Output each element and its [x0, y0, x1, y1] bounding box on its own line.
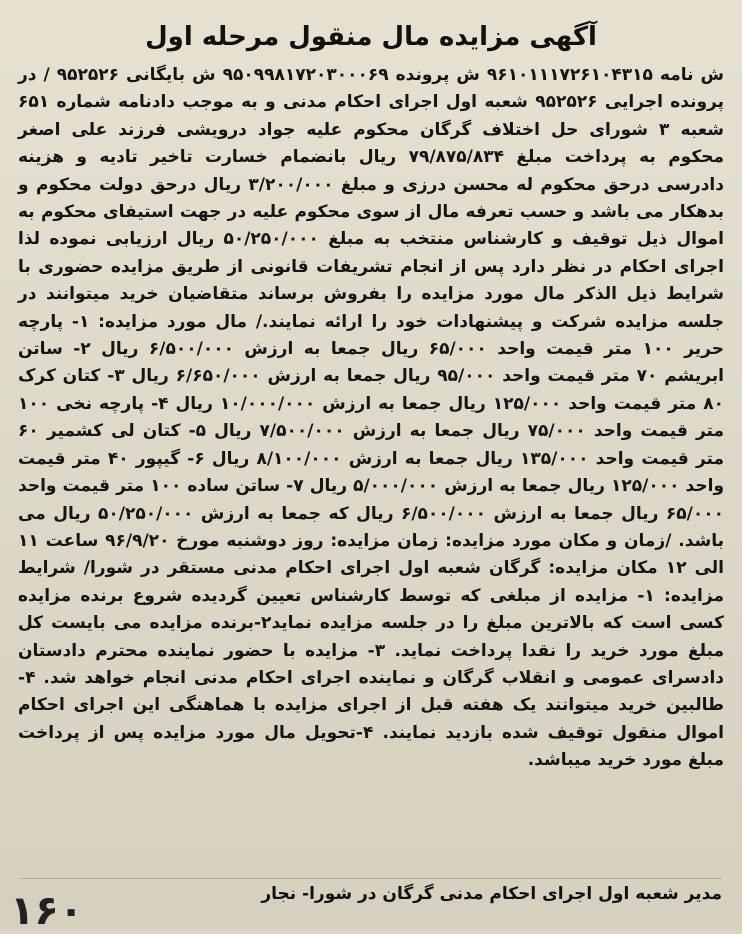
divider [20, 878, 722, 879]
notice-title: آگهی مزایده مال منقول مرحله اول [145, 22, 597, 52]
notice-body: ش نامه ۹۶۱۰۱۱۱۷۲۶۱۰۴۳۱۵ ش پرونده ۹۵۰۹۹۸۱۷۲۰۳۰۰۰۶۹ ش بایگانی ۹۵۲۵۲۶ / در پرونده اجرایی ۹۵۲۵۲۶ شعبه اول اجرای احکام مدنی و به موجب دادنامه شماره ۶۵۱ شعبه ۳ شورای حل اختلاف گرگان محکوم علیه جواد درویشی فرزند علی اصغر محکوم به پرداخت مبلغ ۷۹/۸۷۵/۸۳۴ ریال بانضمام خسارت تاخیر تادیه و هزینه دادرسی درحق محکوم له محسن درزی و مبلغ ۳/۲۰۰/۰۰۰ ریال درحق دولت محکوم و بدهکار می باشد و حسب تعرفه مال از سوی محکوم علیه در جهت استیفای محکوم به اموال ذیل توقیف و کارشناس منتخب به مبلغ ۵۰/۲۵۰/۰۰۰ ریال ارزیابی نموده لذا اجرای احکام در نظر دارد پس از انجام تشریفات قانونی از طریق مزایده حضوری با شرایط ذیل الذکر مال مورد مزایده را بفروش برساند متقاضیان خرید میتوانند در جلسه مزایده شرکت و پیشنهادات خود را ارائه نمایند./ مال مورد مزایده: ۱- پارچه حریر ۱۰۰ متر قیمت واحد ۶۵/۰۰۰ ریال جمعا به ارزش ۶/۵۰۰/۰۰۰ ریال ۲- ساتن ابریشم ۷۰ متر قیمت واحد ۹۵/۰۰۰ ریال جمعا به ارزش ۶/۶۵۰/۰۰۰ ریال ۳- کتان کرک ۸۰ متر قیمت واحد ۱۲۵/۰۰۰ ریال جمعا به ارزش ۱۰/۰۰۰/۰۰۰ ریال ۴- پارچه نخی ۱۰۰ متر قیمت واحد ۷۵/۰۰۰ ریال جمعا به ارزش ۷/۵۰۰/۰۰۰ ریال ۵- کتان لی کشمیر ۶۰ متر قیمت واحد ۱۳۵/۰۰۰ ریال جمعا به ارزش ۸/۱۰۰/۰۰۰ ریال ۶- گیپور ۴۰ متر قیمت واحد ۱۲۵/۰۰۰ ریال جمعا به ارزش ۵/۰۰۰/۰۰۰ ریال ۷- ساتن ساده ۱۰۰ متر قیمت واحد ۶۵/۰۰۰ ریال جمعا به ارزش ۶/۵۰۰/۰۰۰ ریال که جمعا به ارزش ۵۰/۲۵۰/۰۰۰ ریال می باشد. /زمان و مکان مورد مزایده: زمان مزایده: روز دوشنبه مورخ ۹۶/۹/۲۰ ساعت ۱۱ الی ۱۲ مکان مزایده: گرگان شعبه اول اجرای احکام مدنی مستقر در شورا/ شرایط مزایده: ۱- مزایده از مبلغی که توسط کارشناس تعیین گردیده شروع برنده مزایده کسی است که بالاترین مبلغ را در جلسه مزایده نماید۲-برنده مزایده می بایست کل مبلغ مورد خرید را نقدا پرداخت نماید. ۳- مزایده با حضور نماینده محترم دادستان دادسرای عمومی و انقلاب گرگان و نماینده اجرای احکام مدنی انجام خواهد شد. ۴-طالبین خرید میتوانند یک هفته قبل از اجرای مزایده با هماهنگی این اجرای احکام اموال منقول توقیف شده بازدید نمایند. ۴-تحویل مال مورد مزایده پس از پرداخت مبلغ مورد خرید میباشد. [18, 65, 725, 771]
handwritten-number: ۱۶۰ [10, 888, 84, 934]
notice-signature: مدیر شعبه اول اجرای احکام مدنی گرگان در شورا- نجار [261, 884, 722, 904]
